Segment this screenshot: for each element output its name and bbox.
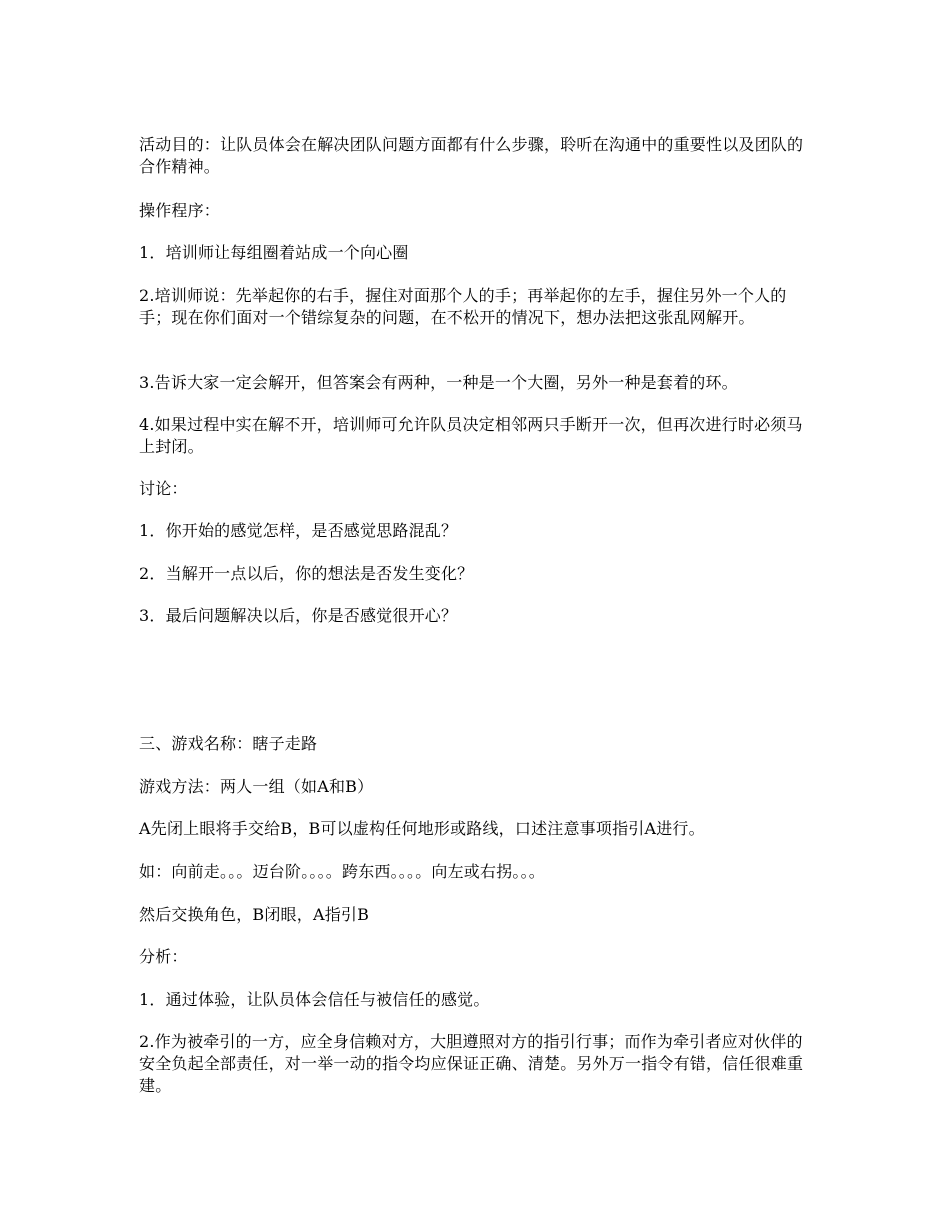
- activity-purpose: 活动目的：让队员体会在解决团队问题方面都有什么步骤，聆听在沟通中的重要性以及团队的合作精神。: [139, 135, 804, 176]
- discussion-item-1: 1．你开始的感觉怎样，是否感觉思路混乱？: [139, 521, 458, 540]
- procedure-heading: 操作程序：: [139, 201, 221, 220]
- discussion-item-3: 3．最后问题解决以后，你是否感觉很开心？: [139, 606, 458, 625]
- game-example: 如：向前走。。。迈台阶。。。。跨东西。。。。向左或右拐。。。: [139, 862, 546, 881]
- discussion-heading: 讨论：: [139, 479, 188, 498]
- discussion-item-2: 2．当解开一点以后，你的想法是否发生变化？: [139, 564, 474, 583]
- game-instruction: A先闭上眼将手交给B，B可以虚构任何地形或路线，口述注意事项指引A进行。: [139, 819, 705, 838]
- game-method: 游戏方法：两人一组（如A和B）: [139, 777, 374, 796]
- analysis-item-2: 2.作为被牵引的一方，应全身信赖对方，大胆遵照对方的指引行事；而作为牵引者应对伙伴的安全负起全部责任，对一举一动的指令均应保证正确、清楚。另外万一指令有错，信任很难重建。: [139, 1032, 804, 1095]
- procedure-step-3: 3.告诉大家一定会解开，但答案会有两种，一种是一个大圈，另外一种是套着的环。: [139, 373, 738, 392]
- procedure-step-2: 2.培训师说：先举起你的右手，握住对面那个人的手；再举起你的左手，握住另外一个人的手；现在你们面对一个错综复杂的问题，在不松开的情况下，想办法把这张乱网解开。: [139, 286, 787, 327]
- analysis-heading: 分析：: [139, 947, 188, 966]
- procedure-step-1: 1．培训师让每组圈着站成一个向心圈: [139, 243, 409, 262]
- procedure-step-4: 4.如果过程中实在解不开，培训师可允许队员决定相邻两只手断开一次，但再次进行时必须马上封闭。: [139, 415, 803, 456]
- analysis-item-1: 1．通过体验，让队员体会信任与被信任的感觉。: [139, 990, 490, 1009]
- game-title: 三、游戏名称：瞎子走路: [139, 734, 318, 753]
- game-switch-roles: 然后交换角色，B闭眼，A指引B: [139, 905, 370, 924]
